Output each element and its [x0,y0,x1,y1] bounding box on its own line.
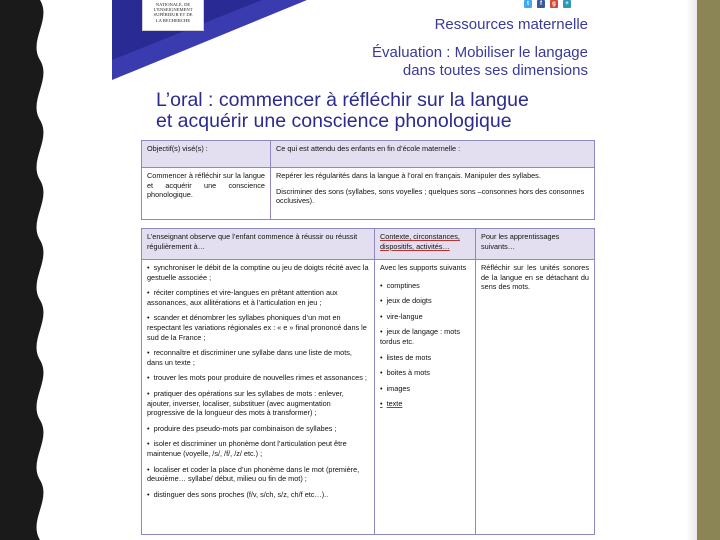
observation-list-cell [142,260,375,535]
list-item: • listes de mots [380,353,470,363]
next-steps-header: Pour les apprentissages suivants… [476,229,595,260]
document-page [112,0,598,540]
list-item: • réciter comptines et vire-langues en prêtant attention aux assonances, aux allitérations et à l’articulation en jeu ; [147,288,369,307]
list-item: • jeux de langage : mots tordus etc. [380,327,470,346]
observation-table [141,228,595,535]
list-item: • texte [380,399,470,409]
objective-header: Objectif(s) visé(s) : [142,141,271,168]
social-icons [524,0,571,8]
list-item: • scander et dénombrer les syllabes phoniques d’un mot en respectant les variations régionales ex : « e » final prononcé dans le sud de la France ; [147,313,369,342]
list-item: • images [380,384,470,394]
evaluation-title: Évaluation : Mobiliser le langage dans toutes ses dimensions [372,44,588,79]
list-item: • synchroniser le débit de la comptine ou jeu de doigts récité avec la gestuelle associée ; [147,263,369,282]
objective-cell: Commencer à réfléchir sur la langue et acquérir une conscience phonologique. [142,168,271,220]
list-item: • isoler et discriminer un phonème dont l’articulation peut être maintenue (voyelle, /s/, /f/, /z/ etc.) ; [147,439,369,458]
list-item: • produire des pseudo-mots par combinaison de syllabes ; [147,424,369,434]
expected-cell: Repérer les régularités dans la langue à l’oral en français. Manipuler des syllabes. Discriminer des sons (syllabes, sons voyelles ; quelques sons –consonnes hors des consonnes occlusives). [271,168,595,220]
list-item: • localiser et coder la place d’un phonème dans le mot (première, deuxième… syllabe/ début, milieu ou fin de mot) ; [147,465,369,484]
page-title: L’oral : commencer à réfléchir sur la langue et acquérir une conscience phonologique [156,89,529,132]
next-steps-cell: Réfléchir sur les unités sonores de la langue en se détachant du sens des mots. [476,260,595,535]
olive-side-band [697,0,720,540]
list-item: • vire-langue [380,312,470,322]
list-item: • jeux de doigts [380,296,470,306]
context-header: Contexte, circonstances, dispositifs, activités… [375,229,476,260]
ministry-logo: NATIONALE, DE L'ENSEIGNEMENT SUPÉRIEUR ET DE LA RECHERCHE [142,0,204,31]
share-icon[interactable]: + [563,0,571,8]
list-item: • trouver les mots pour produire de nouvelles rimes et assonances ; [147,373,369,383]
wavy-black-border [0,0,58,540]
google-plus-icon[interactable]: g [550,0,558,8]
facebook-icon[interactable]: f [537,0,545,8]
list-item: • comptines [380,281,470,291]
list-item: • distinguer des sons proches (f/v, s/ch, s/z, ch/f etc…).. [147,490,369,500]
expected-header: Ce qui est attendu des enfants en fin d’école maternelle : [271,141,595,168]
context-cell: Avec les supports suivants • comptines • jeux de doigts • vire-langue • jeux de langage : mots tordus etc. • listes de mots • boites à mots • images • texte [375,260,476,535]
page-shadow [686,0,697,540]
objectives-table [141,140,595,220]
list-item: • boites à mots [380,368,470,378]
twitter-icon[interactable]: t [524,0,532,8]
list-item: • pratiquer des opérations sur les syllabes de mots : enlever, ajouter, inverser, localiser, substituer (avec augmentation progressive de la longueur des mots à transformer) ; [147,389,369,418]
resources-title: Ressources maternelle [434,16,588,33]
observation-header: L’enseignant observe que l’enfant commence à réussir ou réussit régulièrement à… [142,229,375,260]
list-item: • reconnaître et discriminer une syllabe dans une liste de mots, dans un texte ; [147,348,369,367]
